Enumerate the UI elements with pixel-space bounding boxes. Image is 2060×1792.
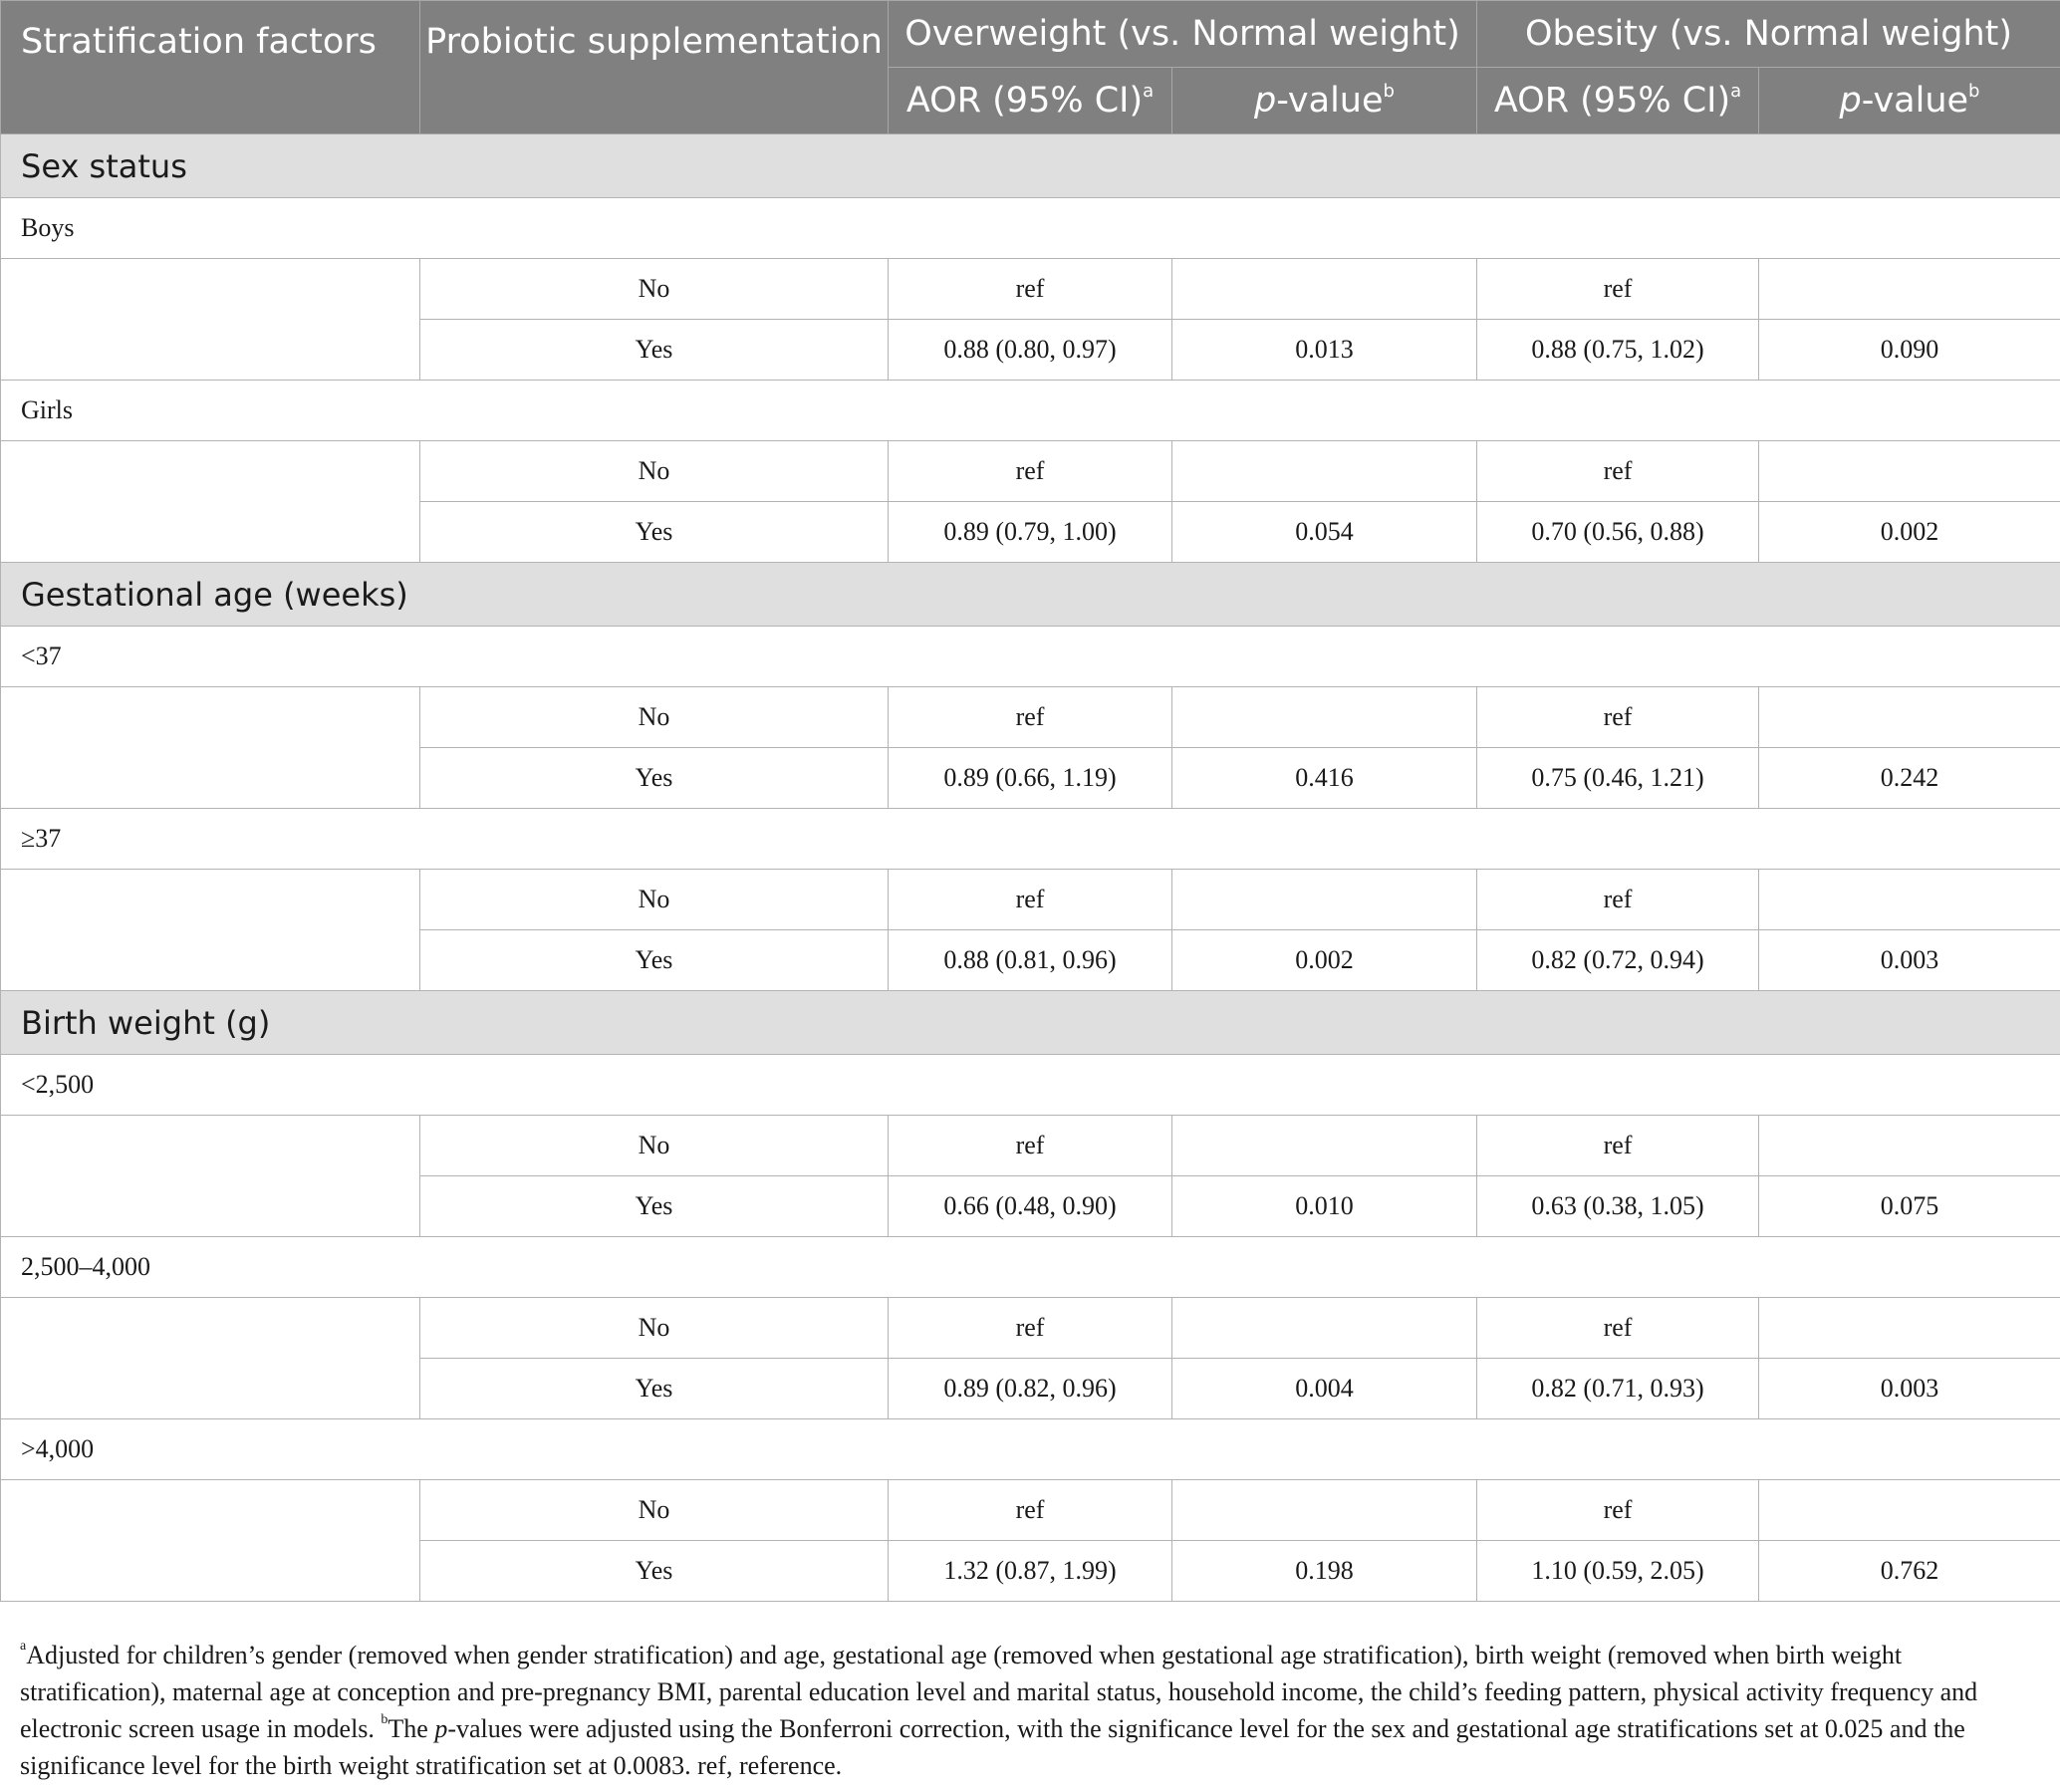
- overweight-pvalue-cell: 0.198: [1172, 1541, 1477, 1602]
- overweight-aor-cell: 0.89 (0.82, 0.96): [889, 1359, 1172, 1419]
- probiotic-cell: Yes: [420, 1359, 889, 1419]
- overweight-aor-cell: ref: [889, 441, 1172, 502]
- overweight-pvalue-cell: 0.013: [1172, 320, 1477, 381]
- obesity-pvalue-cell: 0.090: [1759, 320, 2060, 381]
- section-title: Gestational age (weeks): [1, 563, 2060, 627]
- obesity-aor-cell: 0.82 (0.72, 0.94): [1477, 930, 1759, 991]
- overweight-aor-cell: ref: [889, 1116, 1172, 1176]
- group-label: Girls: [1, 381, 2060, 441]
- obesity-aor-cell: 0.88 (0.75, 1.02): [1477, 320, 1759, 381]
- probiotic-cell: No: [420, 1480, 889, 1541]
- section-row: [1, 134, 2060, 198]
- blank-factor-cell: [1, 870, 420, 991]
- obesity-pvalue-cell: [1759, 259, 2060, 320]
- header-obesity-pvalue: p-value$^b$: [1759, 68, 2060, 134]
- obesity-aor-cell: ref: [1477, 1116, 1759, 1176]
- overweight-pvalue-cell: [1172, 1116, 1477, 1176]
- table-row: [1, 870, 2060, 930]
- obesity-pvalue-cell: 0.075: [1759, 1176, 2060, 1237]
- table-row: [1, 687, 2060, 748]
- table-row: [1, 1298, 2060, 1359]
- blank-factor-cell: [1, 687, 420, 809]
- blank-factor-cell: [1, 1480, 420, 1602]
- header-obesity-aor: AOR (95% CI)$^a$: [1477, 68, 1759, 134]
- probiotic-cell: Yes: [420, 1176, 889, 1237]
- overweight-aor-cell: ref: [889, 870, 1172, 930]
- obesity-pvalue-cell: [1759, 1116, 2060, 1176]
- overweight-pvalue-cell: 0.416: [1172, 748, 1477, 809]
- obesity-aor-cell: ref: [1477, 687, 1759, 748]
- table-footnote: $^a$Adjusted for children’s gender (removed when gender stratification) and age, gestational age (removed when gestational age stratification), birth weight (removed when birth weight stratification), maternal age at conception and pre-pregnancy BMI, parental education level and marital status, household income, the child’s feeding pattern, physical activity frequency and electronic screen usage in models. $^b$The p-values were adjusted using the Bonferroni correction, with the significance level for the sex and gestational age stratifications set at 0.025 and the significance level for the birth weight stratification set at 0.0083. ref, reference.: [20, 1639, 1978, 1780]
- blank-factor-cell: [1, 1298, 420, 1419]
- probiotic-cell: Yes: [420, 930, 889, 991]
- obesity-pvalue-cell: 0.003: [1759, 1359, 2060, 1419]
- section-title: Sex status: [1, 134, 2060, 198]
- probiotic-cell: Yes: [420, 320, 889, 381]
- header-stratification-factors: Stratification factors: [1, 1, 420, 134]
- overweight-aor-cell: ref: [889, 1298, 1172, 1359]
- overweight-aor-cell: 0.88 (0.80, 0.97): [889, 320, 1172, 381]
- group-label: >4,000: [1, 1419, 2060, 1480]
- group-label: <2,500: [1, 1055, 2060, 1116]
- group-label: ≥37: [1, 809, 2060, 870]
- group-row: [1, 1419, 2060, 1480]
- obesity-aor-cell: ref: [1477, 259, 1759, 320]
- probiotic-cell: Yes: [420, 748, 889, 809]
- overweight-aor-cell: 0.89 (0.66, 1.19): [889, 748, 1172, 809]
- section-row: [1, 991, 2060, 1055]
- overweight-aor-cell: ref: [889, 687, 1172, 748]
- header-probiotic-supplementation: Probiotic supplementation: [420, 1, 889, 134]
- overweight-pvalue-cell: 0.054: [1172, 502, 1477, 563]
- table-row: [1, 1480, 2060, 1541]
- blank-factor-cell: [1, 1116, 420, 1237]
- group-row: [1, 627, 2060, 687]
- probiotic-cell: No: [420, 259, 889, 320]
- obesity-aor-cell: ref: [1477, 441, 1759, 502]
- section-row: [1, 563, 2060, 627]
- group-label: 2,500–4,000: [1, 1237, 2060, 1298]
- group-label: Boys: [1, 198, 2060, 259]
- group-row: [1, 198, 2060, 259]
- group-row: [1, 381, 2060, 441]
- group-row: [1, 1055, 2060, 1116]
- overweight-pvalue-cell: [1172, 259, 1477, 320]
- overweight-pvalue-cell: [1172, 870, 1477, 930]
- header-overweight-pvalue: p-value$^b$: [1172, 68, 1477, 134]
- table-header: [1, 1, 2060, 134]
- table-row: [1, 441, 2060, 502]
- probiotic-cell: No: [420, 687, 889, 748]
- obesity-aor-cell: ref: [1477, 1480, 1759, 1541]
- obesity-aor-cell: 1.10 (0.59, 2.05): [1477, 1541, 1759, 1602]
- overweight-aor-cell: ref: [889, 259, 1172, 320]
- obesity-aor-cell: 0.63 (0.38, 1.05): [1477, 1176, 1759, 1237]
- probiotic-cell: No: [420, 1116, 889, 1176]
- overweight-aor-cell: 0.66 (0.48, 0.90): [889, 1176, 1172, 1237]
- group-label: <37: [1, 627, 2060, 687]
- obesity-pvalue-cell: [1759, 1480, 2060, 1541]
- blank-factor-cell: [1, 441, 420, 563]
- obesity-pvalue-cell: [1759, 687, 2060, 748]
- probiotic-cell: No: [420, 870, 889, 930]
- group-row: [1, 809, 2060, 870]
- overweight-pvalue-cell: 0.004: [1172, 1359, 1477, 1419]
- header-obesity-group: Obesity (vs. Normal weight): [1477, 1, 2060, 68]
- group-row: [1, 1237, 2060, 1298]
- overweight-aor-cell: ref: [889, 1480, 1172, 1541]
- probiotic-cell: Yes: [420, 502, 889, 563]
- probiotic-cell: No: [420, 1298, 889, 1359]
- obesity-aor-cell: ref: [1477, 1298, 1759, 1359]
- overweight-pvalue-cell: [1172, 441, 1477, 502]
- obesity-pvalue-cell: 0.002: [1759, 502, 2060, 563]
- table-body: [1, 134, 2060, 1602]
- overweight-pvalue-cell: [1172, 1480, 1477, 1541]
- overweight-pvalue-cell: [1172, 1298, 1477, 1359]
- overweight-pvalue-cell: 0.010: [1172, 1176, 1477, 1237]
- obesity-pvalue-cell: 0.242: [1759, 748, 2060, 809]
- header-overweight-aor: AOR (95% CI)$^a$: [889, 68, 1172, 134]
- obesity-aor-cell: 0.75 (0.46, 1.21): [1477, 748, 1759, 809]
- obesity-pvalue-cell: 0.003: [1759, 930, 2060, 991]
- obesity-pvalue-cell: [1759, 441, 2060, 502]
- section-title: Birth weight (g): [1, 991, 2060, 1055]
- overweight-pvalue-cell: 0.002: [1172, 930, 1477, 991]
- obesity-pvalue-cell: [1759, 1298, 2060, 1359]
- table-row: [1, 259, 2060, 320]
- obesity-aor-cell: 0.70 (0.56, 0.88): [1477, 502, 1759, 563]
- header-overweight-group: Overweight (vs. Normal weight): [889, 1, 1477, 68]
- blank-factor-cell: [1, 259, 420, 381]
- obesity-aor-cell: 0.82 (0.71, 0.93): [1477, 1359, 1759, 1419]
- obesity-aor-cell: ref: [1477, 870, 1759, 930]
- obesity-pvalue-cell: 0.762: [1759, 1541, 2060, 1602]
- overweight-aor-cell: 1.32 (0.87, 1.99): [889, 1541, 1172, 1602]
- overweight-aor-cell: 0.89 (0.79, 1.00): [889, 502, 1172, 563]
- overweight-pvalue-cell: [1172, 687, 1477, 748]
- overweight-aor-cell: 0.88 (0.81, 0.96): [889, 930, 1172, 991]
- obesity-pvalue-cell: [1759, 870, 2060, 930]
- table-row: [1, 1116, 2060, 1176]
- probiotic-cell: No: [420, 441, 889, 502]
- probiotic-cell: Yes: [420, 1541, 889, 1602]
